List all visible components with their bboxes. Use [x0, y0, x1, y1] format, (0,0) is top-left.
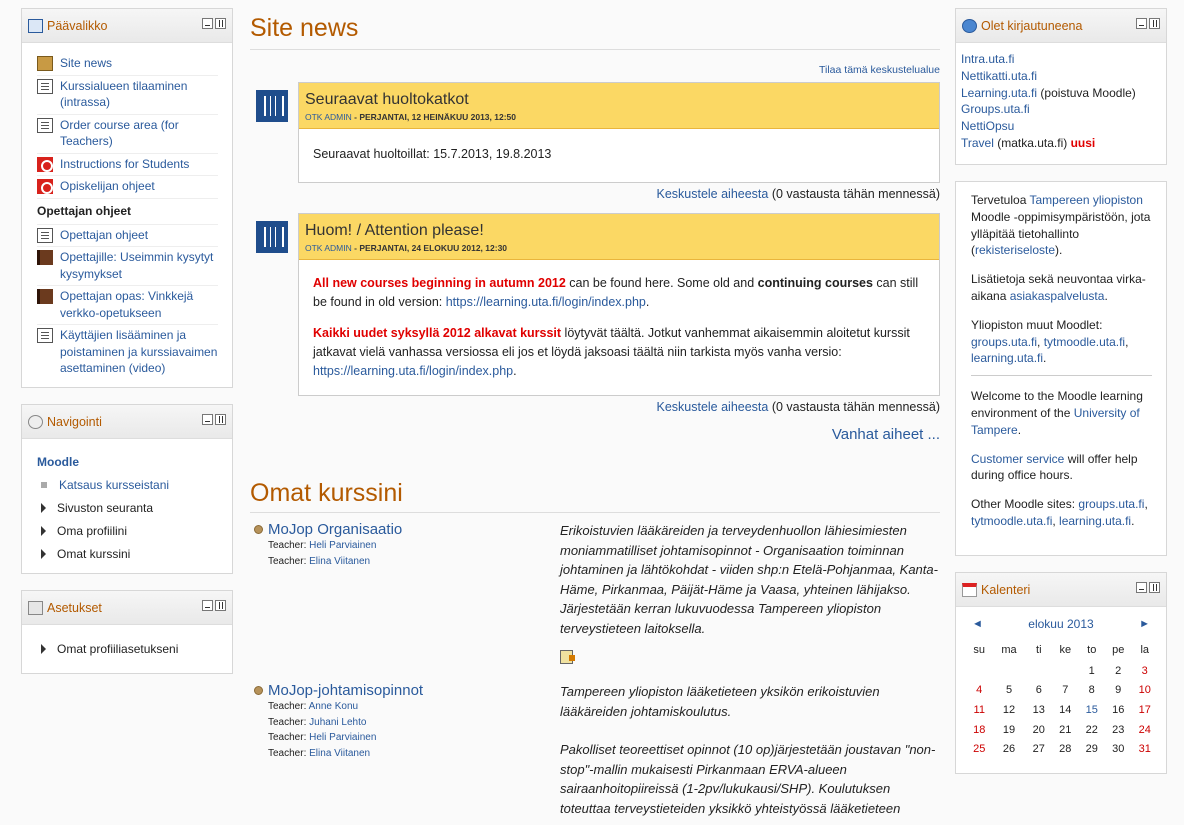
- settings-header: [22, 591, 232, 625]
- teacher-link[interactable]: Juhani Lehto: [309, 716, 367, 728]
- service-link[interactable]: Learning.uta.fi: [961, 85, 1038, 100]
- menu-item-order-course-area[interactable]: [37, 115, 218, 154]
- customer-service-link[interactable]: Customer service: [971, 451, 1065, 466]
- calendar-day: 20: [1032, 723, 1045, 736]
- text: Tervetuloa: [971, 193, 1030, 207]
- text: Lisätietoja sekä neuvontaa virka-aikana: [971, 272, 1146, 303]
- nav-item-label[interactable]: Oma profiilini: [57, 523, 128, 538]
- old-version-link[interactable]: https://learning.uta.fi/login/index.php: [445, 295, 646, 309]
- left-column: [21, 8, 233, 690]
- course-info: [250, 521, 560, 664]
- calendar-grid: [966, 639, 1158, 759]
- menu-item-label[interactable]: Instructions for Students: [60, 156, 190, 171]
- highlight-text: Kaikki uudet syksyllä 2012 alkavat kurssit: [313, 326, 562, 340]
- calendar-day: 4: [976, 684, 983, 697]
- settings-title: Asetukset: [47, 600, 102, 615]
- post-box: [298, 82, 940, 183]
- navigation-title: Navigointi: [47, 414, 102, 429]
- expand-arrow-icon[interactable]: [41, 503, 46, 513]
- pdf-icon: [37, 157, 53, 172]
- text: ).: [1055, 243, 1063, 258]
- minimize-icon[interactable]: [202, 600, 213, 611]
- course-summary: [560, 521, 940, 664]
- highlight-text: All new courses beginning in autumn 2012: [313, 276, 566, 290]
- menu-item-opiskelijan-ohjeet[interactable]: [37, 176, 218, 199]
- logged-in-header: [956, 9, 1166, 43]
- moodle-site-link[interactable]: groups.uta.fi: [971, 334, 1038, 349]
- course-link[interactable]: MoJop Organisaatio: [268, 521, 403, 538]
- post-meta: [305, 243, 933, 253]
- settings-item-label[interactable]: Omat profiiliasetukseni: [57, 641, 179, 656]
- service-link-row: [961, 135, 1160, 152]
- weekday-header: pe: [1112, 644, 1125, 656]
- calendar-day: 1: [1088, 664, 1095, 677]
- discuss-link[interactable]: Keskustele aiheesta: [656, 400, 769, 414]
- calendar-day-holiday[interactable]: 15: [1085, 703, 1098, 716]
- reply-count: (0 vastausta tähän mennessä): [768, 400, 940, 414]
- bullet-icon: [41, 482, 47, 488]
- dock-icon[interactable]: [215, 414, 226, 425]
- menu-item-label[interactable]: Opiskelijan ohjeet: [60, 179, 155, 193]
- course-name-row: [254, 682, 560, 699]
- calendar-icon: [962, 583, 977, 597]
- block-controls: [202, 18, 226, 29]
- calendar-header: [956, 573, 1166, 607]
- course-item: [250, 521, 940, 664]
- post-meta: [305, 112, 933, 122]
- calendar-day: 3: [1141, 664, 1148, 677]
- calendar-day: 29: [1085, 743, 1098, 756]
- menu-item-course-order[interactable]: [37, 76, 218, 115]
- weekday-header: ma: [1001, 644, 1017, 656]
- teacher-link[interactable]: Anne Konu: [308, 701, 359, 712]
- divider: [971, 375, 1152, 376]
- calendar-month-label[interactable]: elokuu 2013: [1028, 617, 1094, 631]
- info-paragraph: [971, 192, 1152, 259]
- discuss-row: [250, 187, 940, 201]
- block-controls: [1136, 582, 1160, 593]
- page-icon: [37, 328, 53, 343]
- calendar-day: 16: [1112, 703, 1125, 716]
- post-body: [299, 260, 939, 395]
- menu-item-label[interactable]: Order course area (for Teachers): [60, 117, 179, 148]
- author-avatar[interactable]: [256, 90, 288, 122]
- book-icon: [37, 289, 53, 304]
- post-subject: Huom! / Attention please!: [305, 222, 484, 239]
- subscribe-link-row: [250, 64, 940, 76]
- customer-service-link[interactable]: asiakaspalvelusta: [1009, 288, 1105, 303]
- teacher-link[interactable]: Elina Viitanen: [309, 747, 371, 759]
- moodle-site-link[interactable]: tytmoodle.uta.fi: [971, 513, 1053, 528]
- menu-item-site-news[interactable]: [37, 53, 218, 76]
- calendar-day: 27: [1032, 743, 1045, 756]
- nav-item-site-pages[interactable]: [37, 496, 218, 519]
- service-link[interactable]: Intra.uta.fi: [961, 52, 1015, 66]
- navigation-header: [22, 405, 232, 439]
- globe-icon: [962, 19, 977, 33]
- book-icon: [37, 250, 53, 265]
- course-link[interactable]: MoJop-johtamisopinnot: [268, 682, 424, 699]
- calendar-day: 26: [1002, 743, 1016, 756]
- teacher-label: Teacher:: [268, 716, 310, 728]
- text: Other Moodle sites:: [971, 497, 1079, 512]
- post-body: Seuraavat huoltoillat: 15.7.2013, 19.8.2013: [313, 147, 552, 161]
- post-date: - PERJANTAI, 12 HEINÄKUU 2013, 12:50: [351, 112, 516, 122]
- folder-icon: [37, 56, 53, 71]
- service-link-row: [961, 118, 1160, 135]
- site-news-heading: Site news: [250, 0, 940, 50]
- subscribe-link[interactable]: Tilaa tämä keskustelualue: [818, 64, 940, 76]
- dock-icon[interactable]: [1149, 582, 1160, 593]
- calendar-day: [992, 661, 1025, 681]
- menu-item-label[interactable]: Opettajan opas: Vinkkejä verkko-opetukseen: [60, 289, 194, 320]
- course-summary: [560, 682, 940, 818]
- service-note: (poistuva Moodle): [1037, 85, 1136, 100]
- main-menu-list: [22, 43, 232, 388]
- info-paragraph: [971, 388, 1152, 438]
- minimize-icon[interactable]: [202, 18, 213, 29]
- pdf-icon: [37, 179, 53, 194]
- weekday-header: to: [1087, 644, 1097, 656]
- course-summary-text: Tampereen yliopiston lääketieteen yksikön erikoistuvien lääkäreiden johtamiskoulutus.: [560, 684, 880, 719]
- calendar-day: 14: [1059, 703, 1072, 716]
- service-link-row: [961, 85, 1160, 102]
- info-paragraph: Yliopiston muut Moodlet: groups.uta.fi, tytmoodle.uta.fi, learning.uta.fi.: [971, 317, 1129, 366]
- calendar-day: 30: [1112, 743, 1125, 756]
- service-link[interactable]: Groups.uta.fi: [961, 102, 1030, 117]
- calendar-day: 31: [1138, 743, 1151, 756]
- nav-item-course-overview[interactable]: [37, 473, 218, 496]
- text: .: [645, 295, 650, 309]
- course-bullet-icon: [254, 686, 263, 695]
- main-menu-block: [21, 8, 233, 388]
- calendar-day: 10: [1138, 684, 1151, 697]
- post-date: - PERJANTAI, 24 ELOKUU 2012, 12:30: [351, 243, 508, 253]
- calendar-day: 12: [1002, 703, 1016, 716]
- settings-tree: [22, 625, 232, 668]
- calendar-day: 17: [1138, 703, 1151, 716]
- minimize-icon[interactable]: [1136, 582, 1147, 593]
- calendar-day: 28: [1059, 743, 1072, 756]
- calendar-block: [955, 572, 1167, 774]
- service-link[interactable]: Travel: [961, 135, 994, 150]
- calendar-day: 18: [973, 723, 986, 736]
- nav-item-label[interactable]: Omat kurssini: [57, 546, 131, 561]
- nav-item-my-profile[interactable]: [37, 519, 218, 542]
- teacher-label: Teacher:: [268, 701, 309, 712]
- weekday-header: ke: [1059, 644, 1072, 656]
- block-controls: [202, 600, 226, 611]
- calendar-day: 7: [1062, 684, 1069, 697]
- teacher-line: [254, 699, 560, 715]
- calendar-day: [1026, 661, 1052, 681]
- next-month-icon[interactable]: ►: [1139, 618, 1150, 630]
- calendar-day: 24: [1138, 723, 1151, 736]
- calendar-day: 2: [1115, 664, 1122, 677]
- my-courses-heading: Omat kurssini: [250, 443, 940, 513]
- calendar-day: 19: [1002, 723, 1016, 736]
- info-paragraph: Other Moodle sites: groups.uta.fi, tytmoodle.uta.fi, learning.uta.fi.: [971, 497, 1148, 528]
- text: will offer help during office hours.: [971, 451, 1138, 483]
- moodle-site-link[interactable]: learning.uta.fi: [1059, 513, 1132, 528]
- course-item: [250, 682, 940, 818]
- calendar-month-nav: [966, 613, 1158, 639]
- text: .: [513, 364, 517, 378]
- block-controls: [202, 414, 226, 425]
- calendar-day: 23: [1112, 723, 1125, 736]
- logged-in-block: [955, 8, 1167, 165]
- older-topics-link[interactable]: Vanhat aiheet ...: [831, 426, 940, 443]
- course-bullet-icon: [254, 525, 263, 534]
- privacy-link[interactable]: rekisteriseloste: [975, 243, 1056, 258]
- right-column: [955, 8, 1167, 790]
- dock-icon[interactable]: [215, 600, 226, 611]
- course-summary-text: Pakolliset teoreettiset opinnot (10 op)järjestetään joustavan "non-stop"-mallin mukaisesti Pirkanmaan ERVA-alueen sairaanhoitopiireissä (1-2pv/lukukausi/SHP). Koulutuksen toteuttaa terveystieteiden yksikkö yhteistyössä lääketieteen: [560, 742, 936, 816]
- main-menu-title: Päävalikko: [47, 18, 108, 33]
- expand-arrow-icon[interactable]: [41, 549, 46, 559]
- menu-item-users-video[interactable]: [37, 325, 218, 380]
- post-paragraph-en: [313, 274, 925, 312]
- calendar-day: 25: [973, 743, 986, 756]
- post-author-link[interactable]: OTK ADMIN: [305, 112, 352, 122]
- info-text: [956, 182, 1166, 552]
- calendar-body: [956, 607, 1166, 769]
- moodle-site-link[interactable]: tytmoodle.uta.fi: [1043, 334, 1126, 349]
- book-icon: [28, 19, 43, 33]
- moodle-site-link[interactable]: groups.uta.fi: [1078, 497, 1145, 512]
- calendar-day: 11: [973, 703, 985, 716]
- calendar-day: 8: [1088, 684, 1095, 697]
- calendar-day: 5: [1005, 684, 1013, 697]
- text: Yliopiston muut Moodlet:: [971, 317, 1103, 332]
- info-block: [955, 181, 1167, 556]
- minimize-icon[interactable]: [1136, 18, 1147, 29]
- calendar-day: 13: [1032, 703, 1045, 716]
- block-controls: [1136, 18, 1160, 29]
- calendar-day: 21: [1059, 723, 1072, 736]
- weekday-header: la: [1140, 644, 1150, 656]
- post-header: [299, 214, 939, 260]
- service-link[interactable]: Nettikatti.uta.fi: [961, 68, 1038, 83]
- teacher-line: [254, 538, 560, 554]
- teacher-link[interactable]: Heli Parviainen: [309, 540, 377, 551]
- post-paragraph-fi: [313, 324, 925, 381]
- text: can be found here. Some old and: [565, 276, 758, 290]
- menu-item-label[interactable]: Opettajille: Useimmin kysytyt kysymykset: [60, 250, 214, 281]
- service-links: [956, 43, 1166, 160]
- news-post: [250, 213, 940, 396]
- page-icon: [37, 228, 53, 243]
- navigation-block: [21, 404, 233, 574]
- course-name-row: [254, 521, 560, 538]
- menu-item-opettajan-ohjeet[interactable]: [37, 225, 218, 248]
- service-link-row: [961, 68, 1160, 85]
- page-icon: [37, 79, 53, 94]
- course-activity-icon[interactable]: [560, 650, 573, 664]
- bold-text: continuing courses: [757, 276, 873, 290]
- service-link-row: [961, 51, 1160, 68]
- teacher-label: Teacher:: [268, 540, 310, 551]
- university-link[interactable]: Tampereen yliopiston: [1029, 193, 1143, 207]
- teacher-line: [254, 554, 560, 570]
- nav-item-my-courses[interactable]: [37, 542, 218, 565]
- discuss-row: [250, 400, 940, 414]
- post-box: [298, 213, 940, 396]
- expand-arrow-icon[interactable]: [41, 526, 46, 536]
- navigation-tree: [22, 439, 232, 573]
- nav-item-label[interactable]: Sivuston seuranta: [57, 500, 154, 515]
- teacher-label: Teacher:: [268, 747, 310, 759]
- calendar-title: Kalenteri: [981, 582, 1031, 597]
- menu-item-faq[interactable]: [37, 247, 218, 286]
- settings-item-profile[interactable]: [37, 637, 218, 660]
- post-subject: Seuraavat huoltokatkot: [305, 91, 469, 108]
- menu-item-label[interactable]: Opettajan ohjeet: [60, 227, 149, 242]
- calendar-day: [966, 661, 992, 681]
- text: .: [1017, 422, 1022, 437]
- service-note: (matka.uta.fi): [993, 135, 1071, 150]
- nav-item-label[interactable]: Katsaus kursseistani: [59, 477, 170, 492]
- dock-icon[interactable]: [1149, 18, 1160, 29]
- settings-icon: [28, 601, 43, 615]
- text: Moodle -oppimisympäristöön, jota ylläpitää tietohallinto (: [971, 209, 1151, 258]
- teacher-link[interactable]: Elina Viitanen: [309, 555, 371, 567]
- university-link[interactable]: University of Tampere: [971, 405, 1140, 437]
- page-icon: [37, 118, 53, 133]
- calendar-day: 22: [1085, 723, 1098, 736]
- news-post: [250, 82, 940, 183]
- calendar-day: 9: [1115, 684, 1122, 697]
- text: can still be found in old version:: [313, 276, 919, 309]
- discuss-link[interactable]: Keskustele aiheesta: [656, 187, 769, 201]
- settings-block: [21, 590, 233, 674]
- menu-item-instructions-students[interactable]: [37, 154, 218, 177]
- service-link[interactable]: NettiOpsu: [961, 119, 1015, 134]
- post-header: [299, 83, 939, 129]
- calendar-day: 6: [1035, 684, 1042, 697]
- minimize-icon[interactable]: [202, 414, 213, 425]
- moodle-site-link[interactable]: learning.uta.fi: [971, 351, 1044, 366]
- teacher-line: [254, 715, 560, 731]
- menu-item-label[interactable]: Site news: [60, 56, 113, 70]
- info-paragraph: [971, 451, 1152, 485]
- teacher-line: [254, 746, 560, 762]
- dock-icon[interactable]: [215, 18, 226, 29]
- prev-month-icon[interactable]: ◄: [972, 618, 983, 630]
- expand-arrow-icon[interactable]: [41, 644, 46, 654]
- weekday-header: ti: [1036, 644, 1042, 656]
- weekday-header: su: [973, 644, 986, 656]
- teacher-link[interactable]: Heli Parviainen: [309, 732, 377, 743]
- teacher-label: Teacher:: [268, 555, 310, 567]
- main-content: [250, 0, 940, 818]
- compass-icon: [28, 415, 43, 429]
- reply-count: (0 vastausta tähän mennessä): [768, 187, 940, 201]
- nav-root-moodle[interactable]: Moodle: [37, 455, 79, 469]
- teacher-line: [254, 730, 560, 746]
- text: Welcome to the Moodle learning environment of the: [971, 389, 1143, 420]
- menu-item-label[interactable]: Kurssialueen tilaaminen (intrassa): [60, 78, 188, 109]
- menu-section-heading: Opettajan ohjeet: [37, 199, 218, 225]
- text: löytyvät täältä. Jotkut vanhemmat aikaisemmin aloitetut kurssit jatkavat vielä vanhassa versiossa eli jos et löydä jaksoasi täältä niin tarkista myös vanha versio:: [313, 326, 910, 359]
- text: .: [1104, 288, 1108, 303]
- post-author-link[interactable]: OTK ADMIN: [305, 243, 352, 253]
- main-menu-header: [22, 9, 232, 43]
- teacher-label: Teacher:: [268, 732, 310, 743]
- older-topics-row: [250, 426, 940, 443]
- old-version-link[interactable]: https://learning.uta.fi/login/index.php: [313, 364, 514, 378]
- service-link-row: [961, 101, 1160, 118]
- new-badge: uusi: [1070, 135, 1096, 150]
- author-avatar[interactable]: [256, 221, 288, 253]
- calendar-day: [1052, 661, 1078, 681]
- menu-item-teacher-guide[interactable]: [37, 286, 218, 325]
- course-summary-text: Erikoistuvien lääkäreiden ja terveydenhuollon lähiesimiesten moniammatilliset johtamisopinnot - Organisaation toiminnan johtaminen ja lähtökohdat - viiden shp:n Etelä-Pohjanmaa, Kanta-Häme, Pirkanmaa, Päijät-Häme ja Vaasa, yhteinen lähijakso. Järjestetään kerran lukuvuodessa Tampereen yliopiston terveystieteen laitoksella.: [560, 523, 938, 636]
- logged-in-title: Olet kirjautuneena: [981, 18, 1083, 33]
- menu-item-label[interactable]: Käyttäjien lisääminen ja poistaminen ja kurssiavaimen asettaminen (video): [60, 328, 218, 375]
- info-paragraph: [971, 271, 1152, 305]
- course-info: [250, 682, 560, 818]
